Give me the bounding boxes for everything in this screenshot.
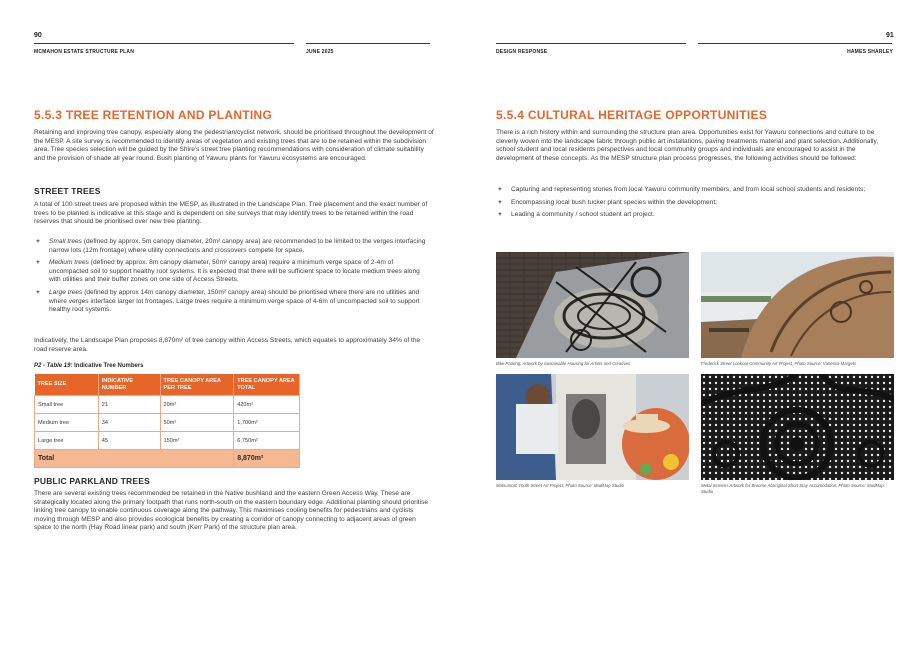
page-number: 91: [886, 32, 894, 39]
photo-caption: Bike Parking, Artwork by Sustainable Housing for Artists and Creatives: [496, 361, 631, 366]
table-cell: 50m²: [160, 414, 234, 432]
table-cell: 20m²: [160, 396, 234, 414]
header-rule: [34, 43, 294, 44]
activities-list: [496, 186, 894, 224]
column-header: TREE CANOPY AREA PER TREE: [160, 374, 234, 396]
table-cell: 1,700m²: [234, 414, 300, 432]
table-caption-code: P2 - Table 19:: [34, 363, 73, 369]
column-header: INDICATIVE NUMBER: [98, 374, 160, 396]
section-title: 5.5.3 TREE RETENTION AND PLANTING: [34, 108, 273, 122]
table-total-row: [35, 450, 300, 468]
plus-icon: +: [498, 186, 502, 193]
bullet-text: (defined by approx. 8m canopy diameter, 50m² canopy area) require a minimum verge space of 2-4m of uncompacted soil to support healthy root systems. It is expected that there will be sufficient space to locate medium trees along with utilities and their buffer zones on one side of Access Streets.: [49, 259, 420, 284]
bullet-term: Medium trees: [49, 259, 89, 267]
photo-caption: Matsumoto Youth Street Art Project, Photo Source: MudMap Studio: [496, 483, 625, 488]
total-value: 8,870m²: [234, 450, 300, 468]
table-cell: 6,750m²: [234, 432, 300, 450]
plus-icon: +: [36, 259, 40, 267]
table-cell: 150m²: [160, 432, 234, 450]
street-trees-heading: STREET TREES: [34, 186, 101, 196]
table-cell: Medium tree: [35, 414, 99, 432]
header-date: JUNE 2025: [306, 49, 334, 55]
header-rule: [306, 43, 430, 44]
bullet-text: (defined by approx 14m canopy diameter, 150m² canopy area) should be prioritised where there are no utilities and where verges interface larger lot frontages. Large trees require a minimum verge space of 4-6m of uncompacted soil to support healthy root systems.: [49, 288, 420, 314]
right-page: [462, 0, 924, 654]
list-item: [496, 211, 894, 220]
header-rule: [698, 43, 892, 44]
street-trees-paragraph: A total of 100 street trees are proposed within the MESP, as illustrated in the Landscape Plan. Tree placement and the exact number of trees to be planted is indicative at this stage and is dependent on site surveys that may identify trees to be retained within the road reserves that should be prioritised over new tree planting.: [34, 201, 428, 226]
table-cell: 34: [98, 414, 160, 432]
plus-icon: +: [36, 288, 40, 296]
table-caption-text: Indicative Tree Numbers: [74, 363, 144, 369]
parkland-trees-heading: PUBLIC PARKLAND TREES: [34, 476, 150, 486]
bullet-text: Encompassing local bush tucker plant species within the development;: [511, 198, 717, 206]
photo-caption: Frederick Street Lookout Community Art Project, Photo Source: Vanessa Margets: [701, 361, 857, 366]
intro-paragraph: Retaining and improving tree canopy, especially along the pedestrian/cyclist network, should be prioritised throughout the development of the MESP. A site survey is recommended to identify areas of vegetation and existing trees that are to be retained within the subdivision area. Tree species selection will be guided by the Shire's street tree planting recommendations with consideration of climate suitability and the provision of shade all year round. Bush planting of Yawuru plants for Yawuru ecosystems are encouraged.: [34, 129, 434, 162]
table-row: [35, 414, 300, 432]
header-document-title: MCMAHON ESTATE STRUCTURE PLAN: [34, 49, 135, 55]
column-header: TREE CANOPY AREA TOTAL: [234, 374, 300, 396]
bullet-text: (defined by approx. 5m canopy diameter, 20m² canopy area) are recommended to be limited to the verges interfacing narrow lots (12m frontage) where utility connections and crossovers compete for space.: [49, 238, 426, 254]
header-company: HAMES SHARLEY: [847, 49, 893, 55]
table-row: [35, 432, 300, 450]
list-item: [496, 199, 894, 208]
table-row: [35, 396, 300, 414]
bullet-term: Large trees: [49, 288, 83, 296]
table-header-row: [35, 374, 300, 396]
table-cell: 420m²: [234, 396, 300, 414]
parkland-trees-paragraph: There are several existing trees recommended be retained in the Native bushland and the eastern Green Access Way. These are strategically located along the primary footpath that runs north-south on the eastern boundary edge. Additional planting should prioritise linking tree canopy to enable continuous coverage along the pathway. This maximises cooling benefits for pedestrians and cyclists moving through MESP and also provides ecological benefits by creating a corridor of canopy connecting to adjacent areas of green space to the north (Hay Road linear park) and south (Kerr Park) of the structure plan area.: [34, 490, 429, 532]
bullet-text: Leading a community / school student art project.: [511, 211, 655, 219]
header-rule: [496, 43, 686, 44]
plus-icon: +: [498, 198, 502, 206]
canopy-paragraph: Indicatively, the Landscape Plan proposes 8,870m² of tree canopy within Access Streets, which equates to approximately 34% of the road reserve area.: [34, 337, 421, 353]
column-header: TREE SIZE: [35, 374, 99, 396]
header-section: DESIGN RESPONSE: [496, 49, 548, 55]
tree-numbers-table: [34, 374, 300, 468]
tree-size-list: [34, 238, 432, 319]
plus-icon: +: [498, 211, 502, 219]
page-number: 90: [34, 32, 42, 39]
photo-bike-parking: [496, 252, 689, 358]
intro-paragraph: There is a rich history within and surrounding the structure plan area. Opportunities exist for Yawuru connections and culture to be cleverly woven into the landscape fabric through public art installations, paving treatments material and plant selection. Additionally, school student and local residents perspectives and local community groups and individuals are encouraged to assist in the development of these concepts. As the MESP structure plan process progresses, the following activities should be followed:: [496, 129, 879, 162]
photo-caption: Metal Screens Artwork for Broome Aboriginal Short Stay Accomodation, Photo Source: MudMap Studio: [701, 483, 884, 494]
photo-youth-street-art: [496, 374, 689, 480]
list-item: [34, 259, 432, 285]
total-label: Total: [35, 450, 234, 468]
list-item: [34, 289, 432, 315]
table-caption: [34, 363, 144, 369]
photo-metal-screens: [701, 374, 894, 480]
table-cell: Small tree: [35, 396, 99, 414]
photo-lookout-mural: [701, 252, 894, 358]
table-cell: Large tree: [35, 432, 99, 450]
bullet-term: Small trees: [49, 238, 82, 245]
list-item: [34, 238, 432, 255]
section-title: 5.5.4 CULTURAL HERITAGE OPPORTUNITIES: [496, 108, 768, 122]
list-item: [496, 186, 894, 195]
bullet-text: Capturing and representing stories from local Yawuru community members, and from local school students and residents;: [511, 186, 866, 193]
table-cell: 21: [98, 396, 160, 414]
table-cell: 45: [98, 432, 160, 450]
plus-icon: +: [36, 238, 40, 245]
